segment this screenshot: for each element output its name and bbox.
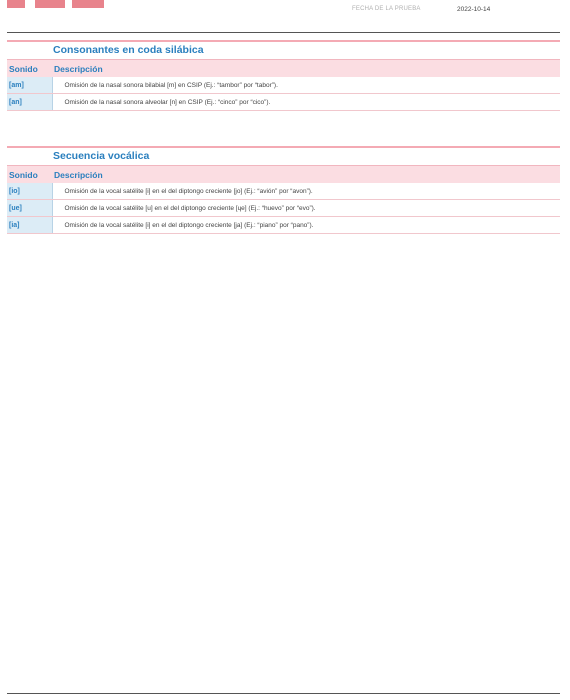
section-consonantes	[7, 40, 560, 111]
description-cell: Omisión de la nasal sonora alveolar [n] en CSIP (Ej.: “cinco” por “cico”).	[52, 94, 560, 111]
description-cell: Omisión de la nasal sonora bilabial [m] en CSIP (Ej.: “tambor” por “tabor”).	[52, 77, 560, 94]
section-title: Consonantes en coda silábica	[53, 44, 204, 56]
description-cell: Omisión de la vocal satélite [i] en el del diptongo creciente [jo] (Ej.: “avión” por “avon”).	[52, 183, 560, 200]
test-date-label: FECHA DE LA PRUEBA	[352, 6, 421, 12]
table-row	[7, 217, 560, 234]
logo-mark-right	[72, 0, 104, 8]
column-header-description: Descripción	[52, 166, 560, 184]
table-row	[7, 200, 560, 217]
sound-cell: [an]	[7, 94, 52, 111]
sounds-table	[7, 165, 560, 234]
header-divider	[7, 32, 560, 33]
section-secuencia-vocalica	[7, 146, 560, 234]
footer-divider	[7, 693, 560, 694]
table-row	[7, 183, 560, 200]
table-header-row	[7, 60, 560, 78]
column-header-sound: Sonido	[7, 166, 52, 184]
table-row	[7, 77, 560, 94]
column-header-sound: Sonido	[7, 60, 52, 78]
sound-cell: [ue]	[7, 200, 52, 217]
sound-cell: [ia]	[7, 217, 52, 234]
test-date-value: 2022-10-14	[457, 6, 491, 13]
logo-mark-left	[7, 0, 25, 8]
column-header-description: Descripción	[52, 60, 560, 78]
table-header-row	[7, 166, 560, 184]
sounds-table	[7, 59, 560, 111]
description-cell: Omisión de la vocal satélite [i] en el del diptongo creciente [ja] (Ej.: “piano” por “pano”).	[52, 217, 560, 234]
sound-cell: [am]	[7, 77, 52, 94]
sound-cell: [io]	[7, 183, 52, 200]
description-cell: Omisión de la vocal satélite [u] en el del diptongo creciente [ɥe] (Ej.: “huevo” por “evo”).	[52, 200, 560, 217]
section-title: Secuencia vocálica	[53, 150, 150, 162]
table-row	[7, 94, 560, 111]
logo-mark-middle	[35, 0, 65, 8]
